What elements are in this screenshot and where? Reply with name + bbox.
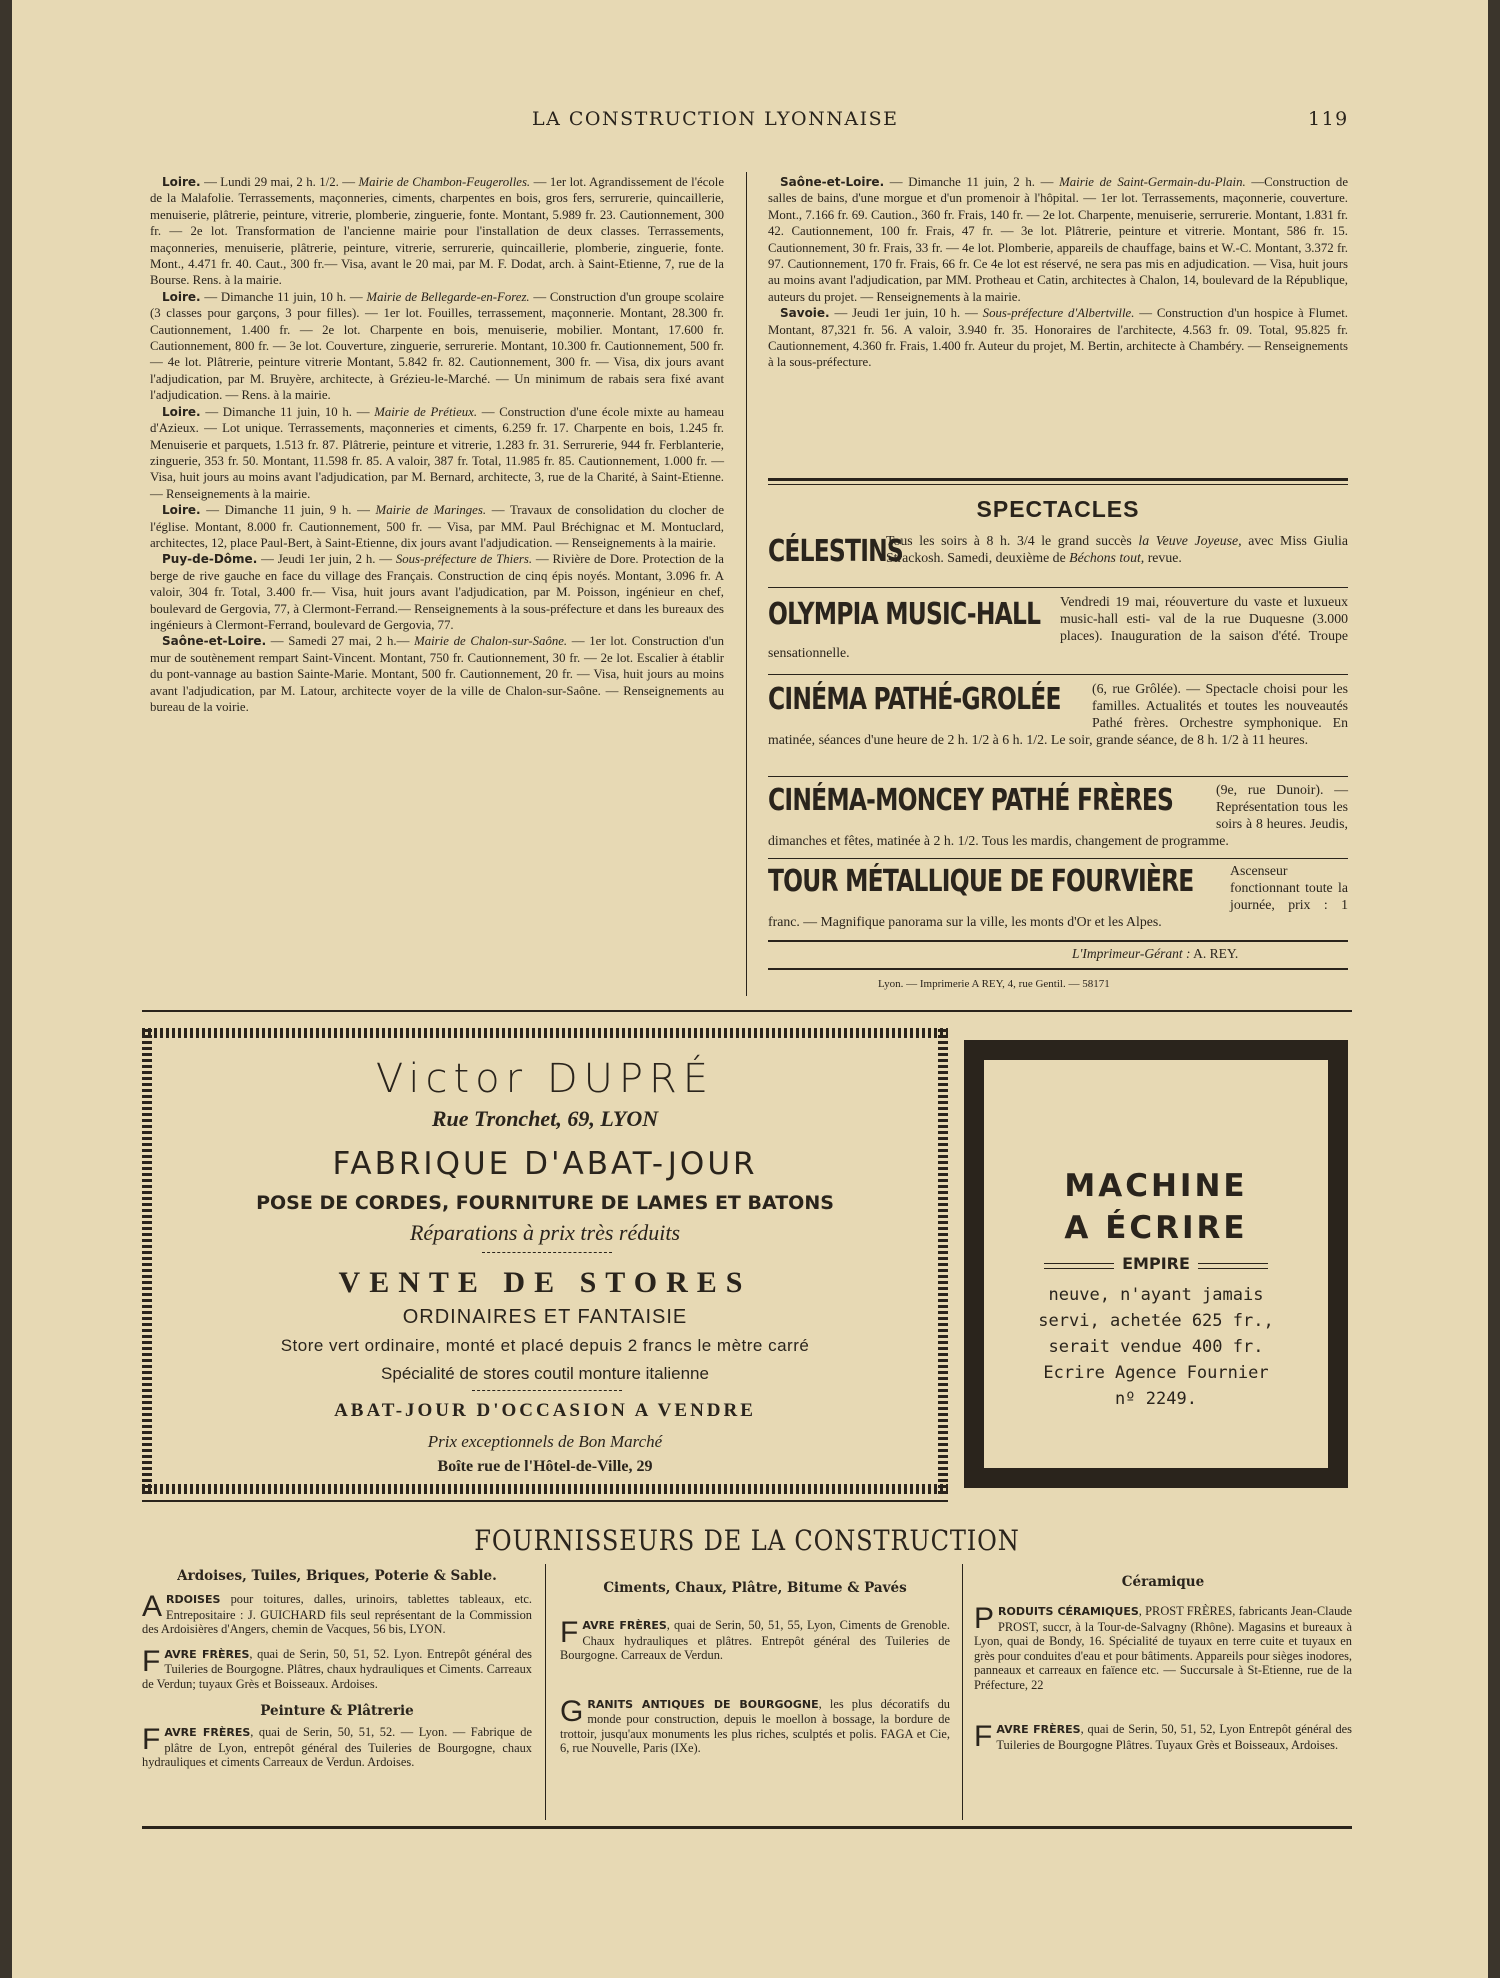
left-paragraph-list xyxy=(150,174,724,715)
right-column xyxy=(768,174,1348,371)
machine-line3: EMPIRE xyxy=(1122,1254,1190,1273)
col1-items xyxy=(142,1592,532,1691)
column-divider xyxy=(746,172,747,996)
supplier-entry: FAVRE FRÈRES, quai de Serin, 50, 51, 52, Lyon Entrepôt général des Tuileries de Bourgogne Plâtres. Tuyaux Grès et Boisseaux, Ardoises. xyxy=(974,1722,1352,1752)
machine-line1: MACHINE xyxy=(1064,1168,1248,1204)
left-column xyxy=(150,174,724,715)
spectacle-text: Ascenseur fonctionnant toute la journée, prix : 1 franc. — Magnifique panorama sur la ville, les monts d'Or et les Alpes. xyxy=(768,863,1348,929)
fournisseurs-col3 xyxy=(974,1574,1352,1782)
fournisseurs-divider xyxy=(962,1564,963,1820)
dupre-ad xyxy=(142,1028,948,1494)
spectacle-name: CINÉMA-MONCEY PATHÉ FRÈRES xyxy=(768,783,1174,818)
spectacle-separator xyxy=(768,776,1348,777)
spectacle-name: TOUR MÉTALLIQUE DE FOURVIÈRE xyxy=(768,864,1194,899)
dupre-line10: Boîte rue de l'Hôtel-de-Ville, 29 xyxy=(437,1458,653,1475)
dupre-line1: FABRIQUE D'ABAT-JOUR xyxy=(332,1146,758,1182)
machine-ad xyxy=(984,1060,1328,1468)
spectacle-fourviere xyxy=(768,862,1348,930)
imprint-rule xyxy=(768,968,1348,970)
notice-paragraph: Loire. — Dimanche 11 juin, 10 h. — Mairie de Prétieux. — Construction d'une école mixte au hameau d'Azieux. — Lot unique. Terrassements, maçonneries et ciments, 6.259 fr. 17. Charpente en bois, 1.245 fr. Menuiserie et parquets, 1.513 fr. 87. Plâtrerie, peinture et vitrerie, 1.283 fr. 31. Serrurerie, 944 fr. Ferblanterie, zinguerie, 353 fr. 50. Montant, 11.598 fr. 85. A valoir, 387 fr. Total, 11.985 fr. 85. Cautionnement, 1.000 fr. — Visa, huit jours au moins avant l'adjudication, par M. Bernard, architecte, 3, rue de la Charité, à Saint-Etienne. — Renseignements à la mairie. xyxy=(150,404,724,501)
dupre-line8: ABAT-JOUR D'OCCASION A VENDRE xyxy=(334,1400,756,1421)
dupre-line4: VENTE DE STORES xyxy=(338,1266,752,1299)
spectacle-olympia xyxy=(768,593,1348,661)
dupre-line5: ORDINAIRES ET FANTAISIE xyxy=(402,1306,688,1328)
spectacle-name: CÉLESTINS xyxy=(768,534,904,569)
supplier-entry: FAVRE FRÈRES, quai de Serin, 50, 51, 55, Lyon, Ciments de Grenoble. Chaux hydrauliques et plâtres. Entrepôt général des Tuileries de Bourgogne. Carreaux de Verdun. xyxy=(560,1618,950,1662)
notice-paragraph: Loire. — Dimanche 11 juin, 9 h. — Mairie de Maringes. — Travaux de consolidation du clocher de l'église. Montant, 8.000 fr. Cautionnement, 500 fr. — Visa, par MM. Paul Bréchignac et M. Montuclard, architectes, 12, place Paul-Bert, à Saint-Etienne, dix jours avant l'adjudication. — Renseignements à la mairie. xyxy=(150,503,725,550)
notice-paragraph: Puy-de-Dôme. — Jeudi 1er juin, 2 h. — Sous-préfecture de Thiers. — Rivière de Dore. Protection de la berge de rive gauche en face du village des Français. Construction de cinq épis noyés. Montant, 3.096 fr. A valoir, 304 fr. Total, 3.400 fr.— Visa, huit jours avant l'adjudication, par M. Poisson, ingénieur en chef, boulevard de Gergovia, 77, à Clermont-Ferrand.— Renseignements à la sous-préfecture et dans les bureaux des ingénieurs à Clermont-Ferrand, boulevard de Gergovia, 77. xyxy=(150,552,724,632)
running-title: LA CONSTRUCTION LYONNAISE xyxy=(532,108,899,130)
fournisseurs-col3-heading: Céramique xyxy=(1121,1574,1205,1590)
supplier-entry: FAVRE FRÈRES, quai de Serin, 50, 51, 52. Lyon. Entrepôt général des Tuileries de Bourgogne. Plâtres, chaux hydrauliques et Ciments. Carreaux de Verdun; tuyaux Grès et Boisseaux. Ardoises. xyxy=(142,1646,532,1691)
spectacles-heading: SPECTACLES xyxy=(976,496,1140,522)
spectacle-name: CINÉMA PATHÉ-GROLÉE xyxy=(768,682,1061,717)
col3-items xyxy=(974,1604,1352,1752)
fournisseurs-col1-heading: Ardoises, Tuiles, Briques, Poterie & Sable. xyxy=(177,1568,497,1584)
spectacles-top-rule xyxy=(768,478,1348,481)
supplier-entry: PRODUITS CÉRAMIQUES, PROST FRÈRES, fabricants Jean-Claude PROST, succr, à la Tour-de-Salvagny (Rhône). Magasins et bureaux à Lyon, quai de Bondy, 16. Spécialité de tuyaux en terre cuite et tuyaux en grès pour conduites d'eau et pour bâtiments. Appareils pour sièges inodores, panneaux et carreaux en faïence etc. — Succursale à St-Etienne, rue de la Préfecture, 22 xyxy=(974,1604,1352,1692)
spectacle-pathe-grolee xyxy=(768,680,1348,748)
spectacle-text: (6, rue Grôlée). — Spectacle choisi pour les familles. Actualités et toutes les nouveautés Pathé frères. Orchestre symphonique. En matinée, séances d'une heure de 2 h. 1/2 à 6 h. 1/2. Le soir, grande séance, de 8 h. 1/2 à 11 heures. xyxy=(768,681,1348,747)
right-paragraph-list xyxy=(768,174,1348,371)
dupre-name: Victor DUPRÉ xyxy=(375,1056,715,1102)
notice-paragraph: Saône-et-Loire. — Samedi 27 mai, 2 h.— Mairie de Chalon-sur-Saône. — 1er lot. Construction d'un mur de soutènement rempart Saint-Vincent. Montant, 750 fr. Cautionnement, 30 fr. — 2e lot. Escalier à établir du pont-vannage au bastion Sainte-Marie. Montant, 500 fr. Cautionnement, 20 fr. — Visa, huit jours au moins avant l'adjudication, par M. Latour, architecte voyer de la ville de Chalon-sur-Saône. — Renseignements au bureau de la voirie. xyxy=(150,634,724,714)
dupre-line3: Réparations à prix très réduits xyxy=(409,1220,681,1245)
machine-body: neuve, n'ayant jamais servi, achetée 625 fr., serait vendue 400 fr. Ecrire Agence Fournier nº 2249. xyxy=(1038,1285,1274,1409)
dupre-line6: Store vert ordinaire, monté et placé depuis 2 francs le mètre carré xyxy=(280,1336,810,1355)
dupre-line2: POSE DE CORDES, FOURNITURE DE LAMES ET BATONS xyxy=(256,1192,834,1214)
ad-border-bottom xyxy=(142,1484,948,1494)
spectacle-separator xyxy=(768,587,1348,588)
dupre-swash xyxy=(482,1252,612,1254)
bottom-rule xyxy=(142,1826,1352,1829)
spectacle-text: Vendredi 19 mai, réouverture du vaste et luxueux music-hall esti- val de la rue Duquesne (3.000 places). Inauguration de la saison d'été. Troupe sensationnelle. xyxy=(768,594,1348,660)
imprint: Lyon. — Imprimerie A REY, 4, rue Gentil. — 58171 xyxy=(878,978,1110,990)
page xyxy=(12,0,1488,1978)
ad-bottom-rule xyxy=(142,1500,948,1502)
notice-paragraph: Loire. — Lundi 29 mai, 2 h. 1/2. — Mairie de Chambon-Feugerolles. — 1er lot. Agrandissement de l'école de la Malafolie. Terrassements, maçonneries, ciments, charpentes en bois, gros fers, serrurerie, quincaillerie, menuiserie, plâtrerie, peinture, vitrerie, plomberie, zinguerie, fonte. Montant, 5.989 fr. 23. Cautionnement, 300 fr. — 2e lot. Transformation de l'ancienne mairie pour l'installation de deux classes. Terrassements, maçonneries, menuiserie, plâtrerie, peinture, vitrerie, serrurerie, quincaillerie, plomberie, zinguerie, fonte. Mont., 4.471 fr. 40. Caut., 300 fr.— Visa, avant le 20 mai, par M. F. Dodat, arch. à Saint-Etienne, 7, rue de la Bourse. Rens. à la mairie. xyxy=(150,175,725,288)
supplier-entry: FAVRE FRÈRES, quai de Serin, 50, 51, 52. — Lyon. — Fabrique de plâtre de Lyon, entrepôt général des Tuileries de Bourgogne, chaux hydrauliques et ciments Carreaux de Verdun. Ardoises. xyxy=(142,1725,532,1769)
machine-line2: A ÉCRIRE xyxy=(1064,1210,1248,1246)
spectacle-separator xyxy=(768,858,1348,859)
fournisseurs-col2 xyxy=(560,1580,950,1790)
fournisseurs-col2-heading: Ciments, Chaux, Plâtre, Bitume & Pavés xyxy=(603,1580,907,1596)
dupre-line9: Prix exceptionnels de Bon Marché xyxy=(427,1432,663,1451)
spectacle-moncey xyxy=(768,781,1348,849)
ad-border-top xyxy=(142,1028,948,1038)
dupre-address: Rue Tronchet, 69, LYON xyxy=(431,1106,659,1131)
spectacle-name: OLYMPIA MUSIC-HALL xyxy=(768,597,1041,632)
spectacle-celestins xyxy=(768,532,1348,568)
fournisseurs-title: FOURNISSEURS DE LA CONSTRUCTION xyxy=(474,1524,1020,1557)
col2-items xyxy=(560,1618,950,1756)
fournisseurs-col1-heading2: Peinture & Plâtrerie xyxy=(260,1703,414,1719)
section-rule xyxy=(142,1010,1352,1012)
fournisseurs-col1 xyxy=(142,1568,532,1776)
notice-paragraph: Loire. — Dimanche 11 juin, 10 h. — Mairie de Bellegarde-en-Forez. — Construction d'un groupe scolaire (3 classes pour garçons, 3 pour filles). — 1er lot. Fouilles, terrassement, maçonnerie. Montant, 28.300 fr. Cautionnement, 1.400 fr. — 2e lot. Charpente en bois, menuiserie, mobilier. Montant, 17.600 fr. Cautionnement, 800 fr. — 3e lot. Couverture, zinguerie, serrurerie. Montant, 10.300 fr. Cautionnement, 500 fr. — 4e lot. Plâtrerie, peinture vitrerie Montant, 5.842 fr. 82. Cautionnement, 300 fr. — Visa, dix jours avant l'adjudication, par M. Bruyère, architecte, à Grézieu-le-Marché. — Un minimum de rabais sera fixé avant l'adjudication. — Rens. à la mairie. xyxy=(150,289,724,403)
spectacle-text: Tous les soirs à 8 h. 3/4 le grand succès la Veuve Joyeuse, avec Miss Giulia Strackosh. Samedi, deuxième de Béchons tout, revue. xyxy=(886,533,1348,565)
supplier-entry: GRANITS ANTIQUES DE BOURGOGNE, les plus décoratifs du monde pour construction, depuis le moellon à bossage, la bordure de trottoir, jusqu'aux monuments les plus riches, sculptés et polis. FAGA et Cie, 6, rue Nouvelle, Paris (IXe). xyxy=(560,1696,950,1755)
dupre-swash xyxy=(472,1390,622,1392)
gerant-line: L'Imprimeur-Gérant : A. REY. xyxy=(1072,946,1239,961)
dupre-line7: Spécialité de stores coutil monture italienne xyxy=(381,1364,709,1383)
col1-items2 xyxy=(142,1725,532,1770)
notice-paragraph: Savoie. — Jeudi 1er juin, 10 h. — Sous-préfecture d'Albertville. — Construction d'un hospice à Flumet. Montant, 87,321 fr. 56. A valoir, 3.940 fr. 35. Honoraires de l'architecte, 4.563 fr. 09. Total, 95.825 fr. Cautionnement, 4.360 fr. Frais, 1.400 fr. Auteur du projet, M. Bertin, architecte à Chambéry. — Renseignements à la sous-préfecture. xyxy=(768,306,1348,370)
spectacle-separator xyxy=(768,674,1348,675)
machine-rule-right xyxy=(1198,1263,1268,1269)
gerant-rule xyxy=(768,940,1348,942)
spectacles-top-rule-thin xyxy=(768,484,1348,485)
spectacle-text: (9e, rue Dunoir). — Représentation tous les soirs à 8 heures. Jeudis, dimanches et fêtes, matinée à 2 h. 1/2. Tous les mardis, changement de programme. xyxy=(768,782,1348,848)
supplier-entry: ARDOISES pour toitures, dalles, urinoirs, tablettes tableaux, etc. Entrepositaire : J. GUICHARD fils seul représentant de la Commission des Ardoisières d'Angers, chemin de Vacques, 56 bis, LYON. xyxy=(142,1592,532,1636)
notice-paragraph: Saône-et-Loire. — Dimanche 11 juin, 2 h. — Mairie de Saint-Germain-du-Plain. —Construction de salles de bains, d'une morgue et d'un promenoir à l'hôpital. — 1er lot. Terrassements, maçonnerie, couverture. Mont., 7.166 fr. 69. Caution., 360 fr. Frais, 140 fr. — 2e lot. Charpente, menuiserie, serrurerie. Montant, 1.831 fr. 42. Cautionnement, 100 fr. Frais, 47 fr. — 3e lot. Plâtrerie, peinture et vitrerie. Montant, 586 fr. 15. Cautionnement, 30 fr. Frais, 33 fr. — 4e lot. Plomberie, appareils de chauffage, bains et W.-C. Montant, 3.372 fr. 97. Cautionnement, 170 fr. Frais, 66 fr. Ce 4e lot est réservé, ne sera pas mis en adjudication. — Visa, huit jours au moins avant l'adjudication, par MM. Protheau et Catin, architectes à Chalon, 14, boulevard de la République, auteurs du projet. — Renseignements à la mairie. xyxy=(768,175,1349,304)
page-number: 119 xyxy=(1308,108,1349,130)
fournisseurs-divider xyxy=(545,1564,546,1820)
machine-ad-frame xyxy=(964,1040,1348,1488)
